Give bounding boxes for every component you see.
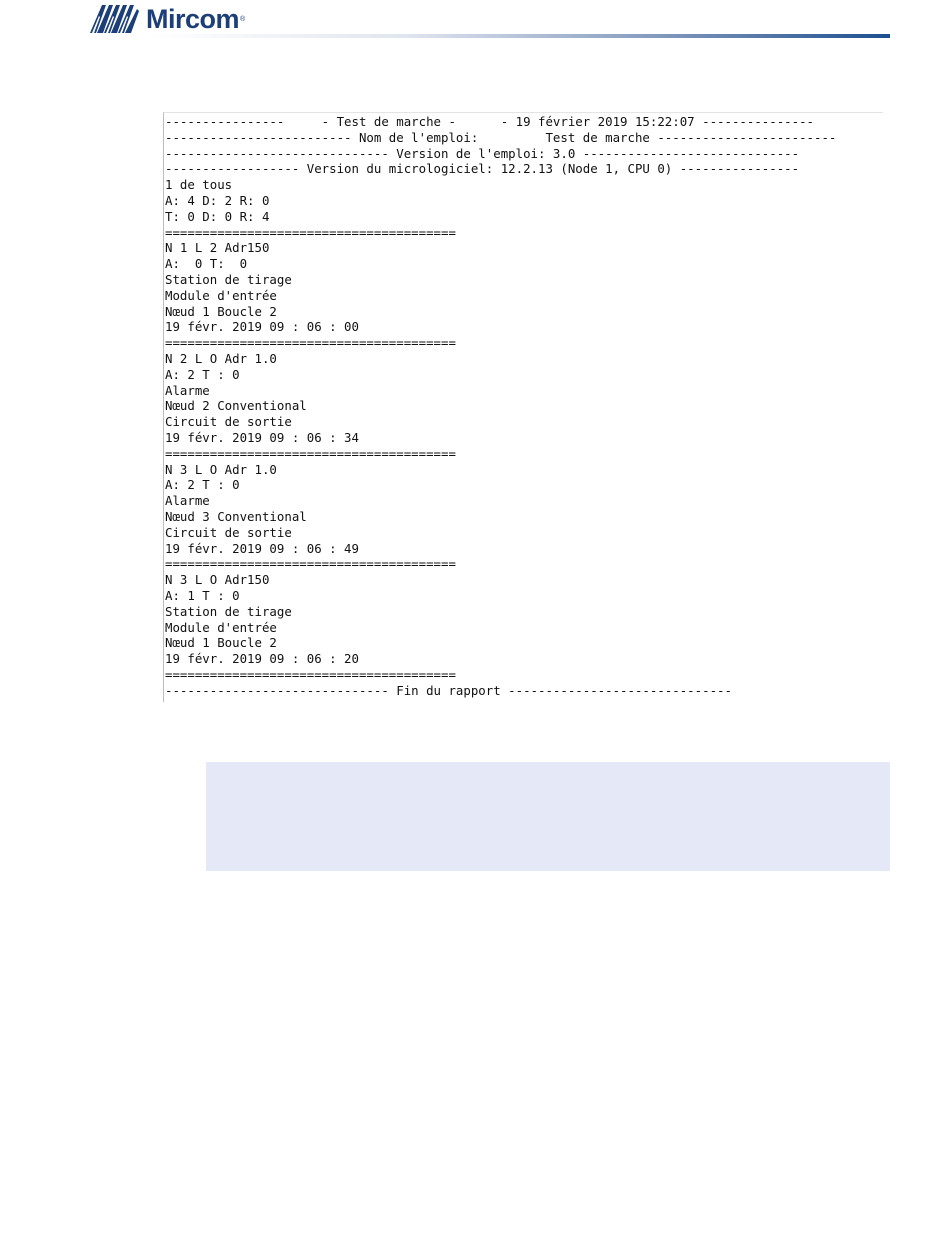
report-line: Nœud 2 Conventional <box>165 398 307 414</box>
report-lines <box>165 114 836 698</box>
report-line: A: 4 D: 2 R: 0 <box>165 192 270 208</box>
report-line: N 2 L O Adr 1.0 <box>165 350 277 366</box>
report-line: 19 févr. 2019 09 : 06 : 49 <box>165 540 359 556</box>
report-line: Alarme <box>165 493 210 509</box>
report-line: A: 2 T : 0 <box>165 366 240 382</box>
brand-name: Mircom <box>146 4 240 34</box>
report-line: ======================================= <box>165 666 456 682</box>
report-line: ---------------- - Test de marche - - 19 février 2019 15:22:07 --------------- <box>165 114 815 129</box>
report-line: ------------------ Version du micrologiciel: 12.2.13 (Node 1, CPU 0) ---------------- <box>165 161 800 177</box>
report-line: Station de tirage <box>165 271 292 287</box>
report-line: 19 févr. 2019 09 : 06 : 20 <box>165 651 359 667</box>
report-line: N 1 L 2 Adr150 <box>165 240 270 256</box>
report-line: Module d'entrée <box>165 287 277 303</box>
mircom-stripes-logo-icon <box>88 3 140 35</box>
report-line: Nœud 1 Boucle 2 <box>165 303 277 319</box>
report-line: Alarme <box>165 382 210 398</box>
report-line: ======================================= <box>165 335 456 351</box>
report-line: Module d'entrée <box>165 619 277 635</box>
report-line: Nœud 3 Conventional <box>165 508 307 524</box>
report-line: ======================================= <box>165 445 456 461</box>
report-line: 1 de tous <box>165 177 233 193</box>
trademark-mark: ® <box>240 15 246 23</box>
header-divider <box>150 34 890 38</box>
report-line: ======================================= <box>165 556 456 572</box>
report-line: ------------------------------ Version de l'emploi: 3.0 ----------------------------- <box>165 145 800 161</box>
report-line: ------------------------- Nom de l'emploi: Test de marche ------------------------ <box>165 129 837 145</box>
report-line: A: 0 T: 0 <box>165 256 248 272</box>
report-line: Circuit de sortie <box>165 414 292 430</box>
report-line: 19 févr. 2019 09 : 06 : 34 <box>165 429 359 445</box>
report-line: Circuit de sortie <box>165 524 292 540</box>
report-line: Station de tirage <box>165 603 292 619</box>
report-line: ======================================= <box>165 224 456 240</box>
mircom-logo <box>88 2 245 36</box>
report-line: Nœud 1 Boucle 2 <box>165 635 277 651</box>
report-line: 19 févr. 2019 09 : 06 : 00 <box>165 319 359 335</box>
page-header <box>0 0 950 48</box>
report-line: ------------------------------ Fin du rapport ------------------------------ <box>165 682 732 698</box>
note-box <box>206 762 890 871</box>
report-line: A: 1 T : 0 <box>165 587 240 603</box>
report-line: N 3 L O Adr 1.0 <box>165 461 277 477</box>
report-line: N 3 L O Adr150 <box>165 572 270 588</box>
report-line: T: 0 D: 0 R: 4 <box>165 208 270 224</box>
walk-test-report <box>163 112 883 702</box>
report-line: A: 2 T : 0 <box>165 477 240 493</box>
